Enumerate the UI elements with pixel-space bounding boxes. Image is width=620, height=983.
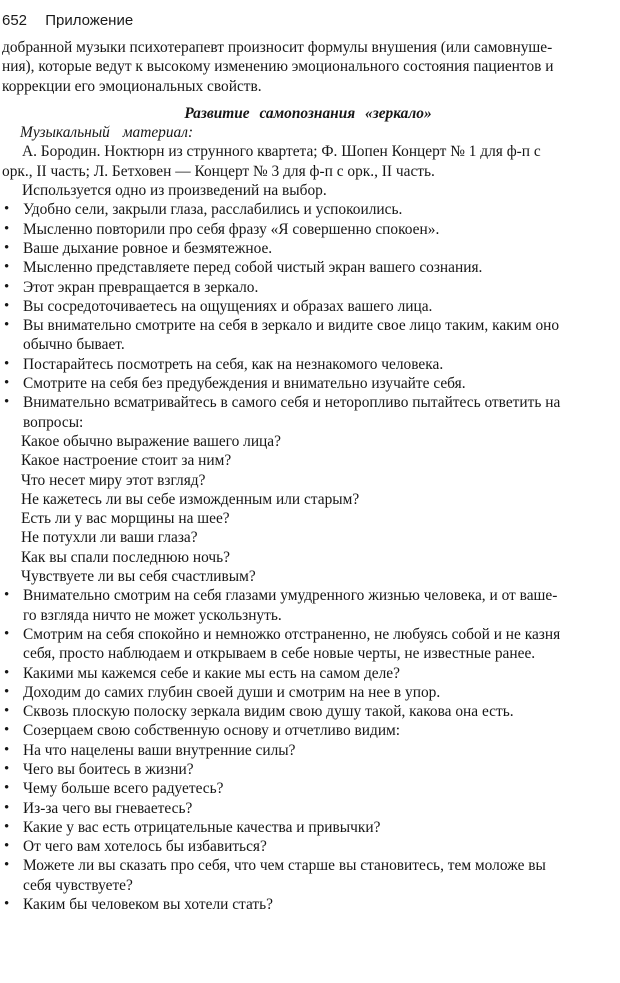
- question-line-text: Что несет миру этот взгляд?: [21, 471, 206, 489]
- instruction-item-text: Созерцаем свою собственную основу и отчетливо видим:: [23, 722, 401, 740]
- instruction-item-text: Вы внимательно смотрите на себя в зеркало и видите свое лицо таким, каким оно: [23, 317, 560, 335]
- bullet-marker: •: [4, 317, 10, 334]
- bullet-marker: •: [4, 625, 10, 642]
- instruction-item: [2, 683, 614, 702]
- instruction-item: [2, 760, 614, 779]
- question-line-text: Как вы спали последнюю ночь?: [21, 548, 230, 566]
- question-line: [2, 528, 614, 547]
- instruction-item-continuation: [2, 335, 614, 354]
- bullet-marker: •: [4, 741, 10, 758]
- instruction-item-text: Какими мы кажемся себе и какие мы есть на самом деле?: [23, 664, 400, 682]
- instruction-item: [2, 837, 614, 856]
- instruction-item: [2, 258, 614, 277]
- instruction-item-continuation: [2, 606, 614, 625]
- instruction-item-text: Сквозь плоскую полоску зеркала видим свою душу такой, какова она есть.: [23, 703, 514, 721]
- bullet-marker: •: [4, 297, 10, 314]
- instruction-item: [2, 895, 614, 914]
- music-material-label: [2, 123, 614, 142]
- instruction-item-continuation: [2, 413, 614, 432]
- bullet-marker: •: [4, 259, 10, 276]
- bullet-marker: •: [4, 722, 10, 739]
- instruction-item-text: Постарайтесь посмотреть на себя, как на незнакомого человека.: [23, 355, 444, 373]
- page-body: [2, 38, 614, 914]
- instruction-item: [2, 779, 614, 798]
- page-header: [2, 8, 602, 34]
- question-line: [2, 471, 614, 490]
- question-line: [2, 490, 614, 509]
- section-title-text: Развитие самопознания «зеркало»: [184, 104, 432, 122]
- intro-text-line: [2, 57, 614, 76]
- music-material-line-text: орк., II часть; Л. Бетховен — Концерт № 3 для ф-п с орк., II часть.: [2, 162, 435, 180]
- instruction-item: [2, 278, 614, 297]
- intro-text-line: [2, 38, 614, 57]
- intro-text-line: [2, 77, 614, 96]
- question-line: [2, 432, 614, 451]
- choice-note: [2, 181, 614, 200]
- instruction-item-text: Доходим до самих глубин своей души и смотрим на нее в упор.: [23, 683, 441, 701]
- instruction-item-text: Смотрите на себя без предубеждения и внимательно изучайте себя.: [23, 375, 466, 393]
- instruction-item-text: Каким бы человеком вы хотели стать?: [23, 896, 273, 914]
- bullet-marker: •: [4, 278, 10, 295]
- question-line-text: Не потухли ли ваши глаза?: [21, 529, 198, 547]
- music-material-line: [2, 142, 614, 161]
- instruction-item-continuation-text: себя, просто наблюдаем и открываем в себе новые черты, не известные ранее.: [23, 645, 536, 663]
- instruction-item-continuation-text: го взгляда ничто не может ускользнуть.: [23, 606, 282, 624]
- section-title: [2, 104, 614, 123]
- page-number: 652: [2, 12, 28, 29]
- instruction-item-text: На что нацелены ваши внутренние силы?: [23, 741, 296, 759]
- instruction-item-text: Ваше дыхание ровное и безмятежное.: [23, 239, 273, 257]
- instruction-item-text: Чему больше всего радуетесь?: [23, 780, 224, 798]
- bullet-marker: •: [4, 201, 10, 218]
- instruction-item-text: Внимательно смотрим на себя глазами умудренного жизнью человека, и от ваше-: [23, 587, 558, 605]
- music-material-line: [2, 162, 614, 181]
- instruction-item: [2, 393, 614, 412]
- instruction-item: [2, 200, 614, 219]
- question-line: [2, 451, 614, 470]
- question-line-text: Не кажетесь ли вы себе изможденным или старым?: [21, 490, 360, 508]
- question-line-text: Какое настроение стоит за ним?: [21, 452, 232, 470]
- bullet-marker: •: [4, 375, 10, 392]
- instruction-item-text: Мысленно представляете перед собой чистый экран вашего сознания.: [23, 259, 483, 277]
- instruction-item: [2, 702, 614, 721]
- instruction-item: [2, 355, 614, 374]
- question-line: [2, 548, 614, 567]
- instruction-item-text: Смотрим на себя спокойно и немножко отстраненно, не любуясь собой и не казня: [23, 625, 561, 643]
- question-line: [2, 567, 614, 586]
- instruction-item-text: Из-за чего вы гневаетесь?: [23, 799, 193, 817]
- paragraph-gap: [2, 96, 614, 104]
- instruction-item-text: Внимательно всматривайтесь в самого себя и неторопливо пытайтесь ответить на: [23, 394, 561, 412]
- instruction-item: [2, 220, 614, 239]
- instruction-item-text: Удобно сели, закрыли глаза, расслабились и успокоились.: [23, 201, 403, 219]
- bullet-marker: •: [4, 703, 10, 720]
- instruction-item-continuation-text: вопросы:: [23, 413, 84, 431]
- instruction-item-text: Чего вы боитесь в жизни?: [23, 760, 194, 778]
- intro-text-line-text: добранной музыки психотерапевт произносит формулы внушения (или самовнуше-: [2, 39, 553, 56]
- bullet-marker: •: [4, 587, 10, 604]
- instruction-item-text: От чего вам хотелось бы избавиться?: [23, 838, 267, 856]
- music-material-label-text: Музыкальный материал:: [20, 124, 194, 142]
- music-material-line-text: А. Бородин. Ноктюрн из струнного квартета; Ф. Шопен Концерт № 1 для ф-п с: [22, 143, 541, 161]
- instruction-item-text: Какие у вас есть отрицательные качества и привычки?: [23, 818, 381, 836]
- instruction-item: [2, 374, 614, 393]
- instruction-item: [2, 721, 614, 740]
- question-line-text: Есть ли у вас морщины на шее?: [21, 510, 230, 528]
- instruction-item-text: Этот экран превращается в зеркало.: [23, 278, 259, 296]
- instruction-item: [2, 818, 614, 837]
- question-line: [2, 509, 614, 528]
- question-line-text: Какое обычно выражение вашего лица?: [21, 432, 281, 450]
- instruction-item-continuation: [2, 644, 614, 663]
- bullet-marker: •: [4, 857, 10, 874]
- bullet-marker: •: [4, 220, 10, 237]
- instruction-item: [2, 239, 614, 258]
- bullet-marker: •: [4, 394, 10, 411]
- instruction-item: [2, 625, 614, 644]
- instruction-item-continuation: [2, 876, 614, 895]
- bullet-marker: •: [4, 239, 10, 256]
- instruction-item-continuation-text: обычно бывает.: [23, 336, 125, 354]
- choice-note-text: Используется одно из произведений на выбор.: [22, 182, 327, 200]
- instruction-item: [2, 741, 614, 760]
- instruction-item: [2, 799, 614, 818]
- instruction-item: [2, 856, 614, 875]
- bullet-marker: •: [4, 896, 10, 913]
- intro-text-line-text: ния), которые ведут к высокому изменению эмоционального состояния пациентов и: [2, 58, 554, 76]
- bullet-marker: •: [4, 818, 10, 835]
- bullet-marker: •: [4, 664, 10, 681]
- bullet-marker: •: [4, 683, 10, 700]
- instruction-item: [2, 586, 614, 605]
- instruction-item-text: Вы сосредоточиваетесь на ощущениях и образах вашего лица.: [23, 297, 433, 315]
- instruction-item: [2, 297, 614, 316]
- running-section-title: Приложение: [45, 12, 134, 29]
- instruction-item: [2, 664, 614, 683]
- instruction-item: [2, 316, 614, 335]
- bullet-marker: •: [4, 799, 10, 816]
- instruction-item-text: Можете ли вы сказать про себя, что чем старше вы становитесь, тем моложе вы: [23, 857, 546, 875]
- intro-text-line-text: коррекции его эмоциональных свойств.: [2, 77, 262, 95]
- instruction-item-text: Мысленно повторили про себя фразу «Я совершенно спокоен».: [23, 220, 440, 238]
- instruction-item-continuation-text: себя чувствуете?: [23, 876, 133, 894]
- bullet-marker: •: [4, 838, 10, 855]
- bullet-marker: •: [4, 760, 10, 777]
- bullet-marker: •: [4, 355, 10, 372]
- bullet-marker: •: [4, 780, 10, 797]
- question-line-text: Чувствуете ли вы себя счастливым?: [21, 568, 256, 586]
